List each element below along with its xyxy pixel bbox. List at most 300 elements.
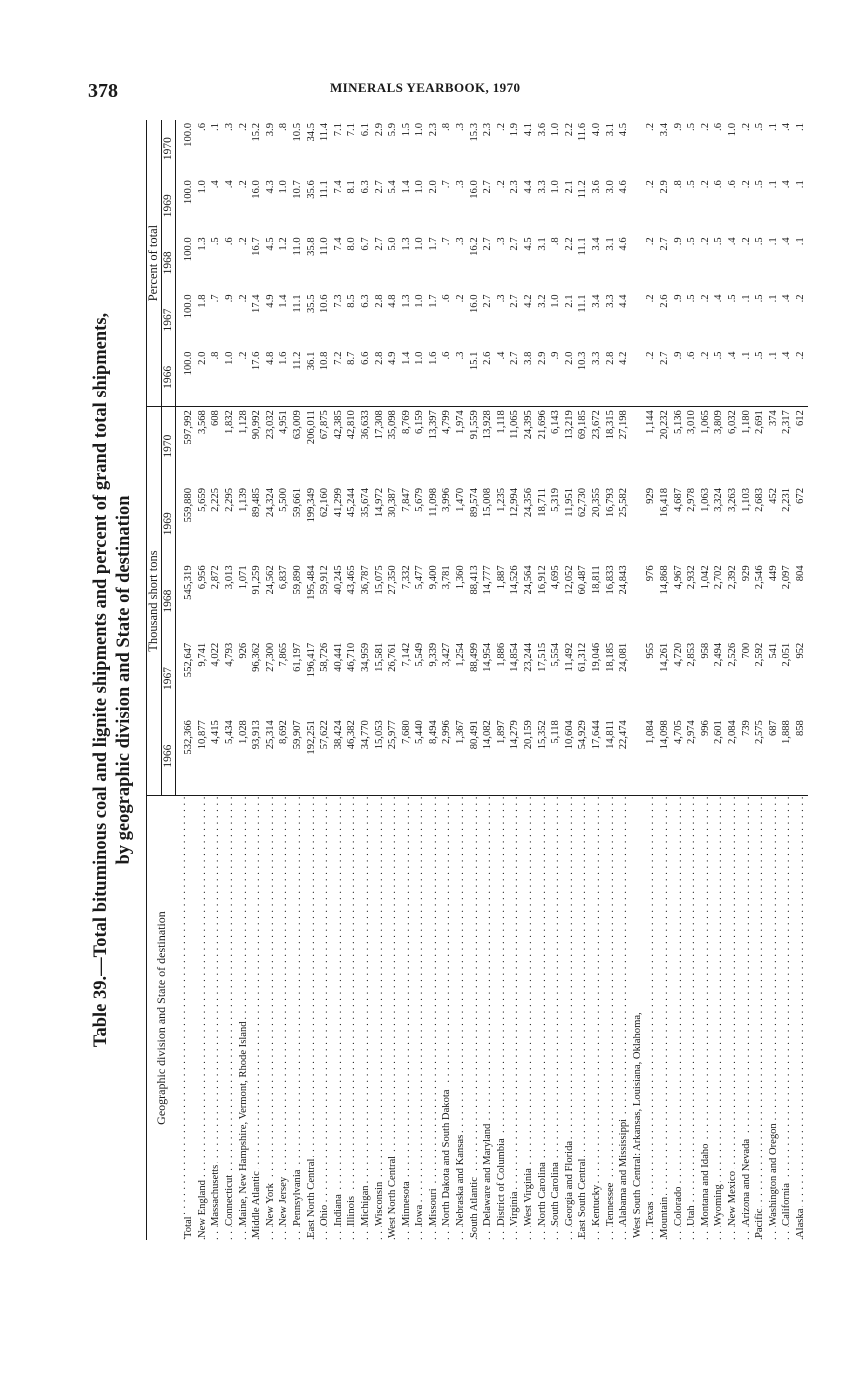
percent-cell: .6 <box>726 180 738 189</box>
row-label: East South Central <box>577 1158 589 1238</box>
tons-cell: 9,741 <box>196 642 208 667</box>
percent-cell: 1.0 <box>223 351 235 365</box>
row-label-cell <box>740 796 754 1241</box>
percent-cell: 2.6 <box>482 351 494 365</box>
percent-cell: 36.1 <box>305 351 317 371</box>
percent-cell: .6 <box>441 351 453 360</box>
tons-cell: 45,244 <box>346 487 358 518</box>
percent-cell: 100.0 <box>183 351 195 376</box>
table-row <box>196 120 210 1240</box>
tons-cell: 1,144 <box>644 407 658 485</box>
tons-cell: 96,362 <box>251 642 263 672</box>
percent-cell: 1.6 <box>278 351 290 365</box>
percent-cell: 2.7 <box>509 351 521 365</box>
tons-cell: 1,470 <box>455 487 467 512</box>
tons-cell: 13,397 <box>427 407 441 485</box>
percent-cell: 2.7 <box>373 180 385 194</box>
year-header-tons: 1970 <box>161 407 176 485</box>
percent-cell: 2.2 <box>563 237 575 251</box>
percent-cell: 1.6 <box>427 351 439 365</box>
table-title <box>90 120 136 1240</box>
tons-cell: 6,032 <box>726 407 740 485</box>
percent-cell: 2.3 <box>482 123 494 137</box>
percent-cell: .8 <box>672 180 684 189</box>
percent-cell: 4.2 <box>523 294 535 308</box>
tons-cell: 61,197 <box>291 642 303 672</box>
table-title-line-1: Table 39.—Total bituminous coal and lignite shipments and percent of grand total shipments, <box>91 312 111 1048</box>
tons-cell: 976 <box>645 565 657 582</box>
tons-cell: 27,300 <box>264 642 276 672</box>
tons-cell: 59,890 <box>291 565 303 595</box>
tons-cell: 2,932 <box>686 565 698 590</box>
percent-cell: 16.0 <box>468 180 480 199</box>
tons-cell: 5,434 <box>223 720 235 744</box>
percent-cell: 4.6 <box>618 237 630 251</box>
percent-cell: .9 <box>672 351 684 360</box>
tons-cell: 11,098 <box>427 487 439 517</box>
tons-cell: 1,071 <box>237 565 249 590</box>
percent-cell: .3 <box>495 237 507 246</box>
tons-cell: 4,687 <box>672 487 684 512</box>
percent-cell: 2.3 <box>427 123 439 137</box>
tons-cell: 1,254 <box>455 642 467 667</box>
table-row <box>726 120 740 1240</box>
percent-cell: .9 <box>672 294 684 303</box>
tons-cell: 20,355 <box>591 487 602 518</box>
percent-cell: .3 <box>455 180 467 189</box>
percent-cell: 6.3 <box>359 180 371 194</box>
tons-cell: 30,387 <box>387 487 399 518</box>
percent-cell: .2 <box>794 294 806 303</box>
percent-cell: .2 <box>699 351 711 360</box>
tons-cell: 16,833 <box>604 565 616 595</box>
tons-cell: 16,793 <box>604 487 616 518</box>
percent-cell: 2.2 <box>563 123 575 137</box>
percent-cell: 10.8 <box>319 351 331 371</box>
percent-cell: .1 <box>767 180 779 189</box>
tons-cell: 57,622 <box>319 720 331 750</box>
percent-cell: .8 <box>278 123 290 131</box>
row-label-cell <box>454 796 468 1241</box>
tons-cell: 67,875 <box>318 407 332 485</box>
percent-cell: 3.2 <box>536 294 548 308</box>
row-label-cell <box>277 796 291 1241</box>
percent-cell: 11.1 <box>319 180 331 199</box>
tons-cell: 11,492 <box>563 642 575 672</box>
percent-cell: .5 <box>686 294 698 303</box>
percent-cell: .4 <box>781 294 793 303</box>
row-label-cell <box>264 796 278 1241</box>
tons-cell: 3,013 <box>223 565 235 590</box>
percent-cell: 3.3 <box>591 351 602 365</box>
tons-cell: 18,811 <box>591 565 602 595</box>
row-label: Tennessee <box>604 1182 616 1226</box>
table-row <box>508 120 522 1240</box>
row-label: North Carolina <box>536 1162 548 1226</box>
tons-cell: 4,951 <box>277 407 291 485</box>
percent-cell: 6.6 <box>359 351 371 365</box>
percent-cell: .4 <box>210 180 222 189</box>
tons-cell: 27,350 <box>387 565 399 595</box>
tons-cell: 3,996 <box>441 487 453 512</box>
table-row <box>576 120 590 1240</box>
percent-cell: .2 <box>645 237 657 246</box>
tons-cell: 26,761 <box>387 642 399 672</box>
percent-cell: 2.6 <box>658 294 670 308</box>
tons-cell: 1,887 <box>495 565 507 590</box>
percent-cell: 2.7 <box>509 237 521 251</box>
tons-cell: 9,400 <box>427 565 439 590</box>
tons-cell: 59,907 <box>291 720 303 750</box>
tons-cell: 739 <box>740 720 752 737</box>
percent-cell: 5.0 <box>387 237 399 251</box>
tons-cell: 5,554 <box>550 642 562 667</box>
percent-cell: 3.3 <box>604 294 616 308</box>
row-label-cell <box>644 796 658 1241</box>
tons-cell: 46,710 <box>346 642 358 672</box>
tons-cell: 14,261 <box>658 642 670 672</box>
tons-cell: 5,118 <box>550 720 562 744</box>
tons-cell: 14,082 <box>482 720 494 750</box>
row-label-cell <box>549 796 563 1241</box>
row-label-cell <box>345 796 359 1241</box>
percent-cell: .3 <box>455 123 467 131</box>
tons-cell: 14,811 <box>604 720 616 749</box>
tons-cell: 24,324 <box>264 487 276 518</box>
percent-cell: 2.0 <box>563 351 575 365</box>
percent-cell: 4.5 <box>523 237 535 251</box>
percent-cell: 1.0 <box>414 180 426 194</box>
tons-cell: 59,912 <box>319 565 331 595</box>
percent-cell: .5 <box>754 180 766 189</box>
tons-cell: 4,022 <box>210 642 222 667</box>
percent-cell: 1.9 <box>509 123 521 137</box>
row-label-cell <box>753 796 767 1241</box>
percent-cell: .2 <box>237 180 249 189</box>
tons-cell: 23,032 <box>264 407 278 485</box>
percent-cell: 11.6 <box>577 123 589 142</box>
row-label-cell <box>576 796 590 1241</box>
tons-cell: 6,143 <box>549 407 563 485</box>
table-row <box>481 120 495 1240</box>
tons-cell: 926 <box>237 642 249 659</box>
percent-cell: .6 <box>196 123 208 131</box>
tons-cell: 15,008 <box>482 487 494 518</box>
table-row <box>468 120 482 1240</box>
row-label: Utah <box>686 1205 698 1226</box>
percent-cell: 3.4 <box>658 123 670 137</box>
percent-cell: 15.2 <box>251 123 263 142</box>
tons-cell: 8,494 <box>427 720 439 744</box>
tons-cell: 545,319 <box>183 565 195 600</box>
tons-cell: 552,647 <box>183 642 195 678</box>
percent-cell: 1.3 <box>400 294 412 308</box>
tons-cell: 2,978 <box>686 487 698 512</box>
percent-cell: .5 <box>713 237 725 246</box>
percent-cell: 4.8 <box>387 294 399 308</box>
table-row <box>699 120 713 1240</box>
percent-cell: 8.7 <box>346 351 358 365</box>
row-label: New England <box>196 1180 208 1238</box>
percent-cell: 15.3 <box>468 123 480 142</box>
tons-cell: 3,809 <box>712 407 726 485</box>
tons-cell: 15,352 <box>536 720 548 750</box>
percent-cell: 11.1 <box>291 294 303 313</box>
tons-cell: 7,332 <box>400 565 412 590</box>
tons-cell: 4,705 <box>672 720 684 744</box>
tons-cell: 532,366 <box>183 720 195 755</box>
row-label: Michigan <box>359 1185 371 1226</box>
tons-cell: 46,382 <box>346 720 358 750</box>
row-label-cell <box>672 796 686 1241</box>
percent-cell: .9 <box>672 123 684 131</box>
row-label-cell <box>794 796 808 1241</box>
table-row <box>237 120 251 1240</box>
percent-cell: .6 <box>441 294 453 303</box>
tons-cell: 1,118 <box>495 407 509 485</box>
percent-cell: 1.4 <box>400 351 412 365</box>
tons-cell: 90,992 <box>250 407 264 485</box>
tons-cell: 89,574 <box>468 487 480 518</box>
percent-cell: .4 <box>495 351 507 360</box>
percent-cell: 3.8 <box>523 351 535 365</box>
tons-cell: 10,604 <box>563 720 575 750</box>
percent-cell: 4.4 <box>523 180 535 194</box>
percent-cell: 100.0 <box>183 180 195 205</box>
row-label-cell <box>495 796 509 1241</box>
percent-cell: 3.3 <box>536 180 548 194</box>
percent-cell: 10.5 <box>291 123 303 142</box>
percent-cell <box>631 234 645 291</box>
tons-cell: 374 <box>767 407 781 485</box>
percent-cell: 1.0 <box>278 180 290 194</box>
percent-cell: 2.7 <box>658 351 670 365</box>
tons-cell: 42,385 <box>332 407 346 485</box>
tons-cell: 4,415 <box>210 720 222 744</box>
percent-cell: .5 <box>754 294 766 303</box>
tons-cell <box>631 640 645 717</box>
tons-cell: 3,010 <box>685 407 699 485</box>
row-label-cell <box>359 796 373 1241</box>
row-label: Mountain <box>658 1196 670 1238</box>
tons-cell: 4,720 <box>672 642 684 667</box>
tons-cell: 7,847 <box>400 487 412 512</box>
table-row <box>250 120 264 1240</box>
tons-cell: 40,245 <box>332 565 344 595</box>
row-label: Alabama and Mississippi <box>618 1118 630 1226</box>
percent-cell: .2 <box>237 237 249 246</box>
percent-cell: 10.7 <box>291 180 303 199</box>
percent-cell: 100.0 <box>183 123 195 147</box>
row-label: New York <box>264 1183 276 1226</box>
percent-cell: 2.8 <box>604 351 616 365</box>
percent-cell: 3.4 <box>591 237 602 251</box>
percent-cell: .4 <box>781 351 793 360</box>
tons-cell: 2,592 <box>754 642 766 667</box>
tons-cell: 452 <box>767 487 779 504</box>
shipments-table <box>146 120 808 1240</box>
table-row <box>740 120 754 1240</box>
percent-cell: .2 <box>645 351 657 360</box>
percent-cell: 15.1 <box>468 351 480 371</box>
row-label: Missouri <box>427 1188 439 1226</box>
tons-cell: 24,356 <box>523 487 535 518</box>
percent-cell: 1.3 <box>196 237 208 251</box>
tons-cell: 1,886 <box>495 642 507 667</box>
percent-cell: .4 <box>781 180 793 189</box>
tons-cell: 2,392 <box>726 565 738 590</box>
tons-cell: 4,799 <box>440 407 454 485</box>
tons-cell: 88,499 <box>468 642 480 672</box>
percent-cell: 11.4 <box>319 123 331 142</box>
tons-cell: 17,644 <box>591 720 602 750</box>
table-row <box>454 120 468 1240</box>
percent-cell: 16.0 <box>468 294 480 313</box>
row-label-cell <box>508 796 522 1241</box>
row-label-cell <box>209 796 223 1241</box>
tons-cell: 2,702 <box>713 565 725 590</box>
tons-cell: 700 <box>740 642 752 659</box>
row-label: Virginia <box>509 1191 521 1226</box>
percent-cell <box>631 291 645 348</box>
tons-cell: 612 <box>794 407 808 485</box>
table-row <box>767 120 781 1240</box>
row-label: Arizona and Nevada <box>740 1138 752 1226</box>
tons-cell: 5,549 <box>414 642 426 667</box>
tons-cell: 14,868 <box>658 565 670 595</box>
tons-cell: 24,081 <box>618 642 630 672</box>
row-label-cell <box>413 796 427 1241</box>
tons-cell: 1,128 <box>237 407 251 485</box>
row-label-cell <box>440 796 454 1241</box>
row-label-cell <box>481 796 495 1241</box>
tons-cell: 23,672 <box>590 407 604 485</box>
percent-cell: 17.6 <box>251 351 263 371</box>
tons-cell: 34,959 <box>359 642 371 672</box>
tons-cell: 4,793 <box>223 642 235 667</box>
tons-cell: 18,711 <box>536 487 548 517</box>
row-label: Connecticut <box>223 1174 235 1226</box>
year-header-percent: 1970 <box>161 120 176 177</box>
percent-cell: .2 <box>237 123 249 131</box>
percent-cell: 8.1 <box>346 180 358 194</box>
row-label: Total <box>182 1216 194 1238</box>
tons-cell: 7,680 <box>400 720 412 744</box>
tons-cell: 25,582 <box>618 487 630 518</box>
tons-cell: 22,474 <box>618 720 630 750</box>
tons-cell: 2,225 <box>210 487 222 512</box>
row-label: Georgia and Florida <box>563 1140 575 1226</box>
row-label: East North Central <box>305 1158 317 1238</box>
tons-cell: 804 <box>794 565 806 582</box>
tons-cell: 2,683 <box>754 487 766 512</box>
row-label-cell <box>400 796 414 1241</box>
tons-cell: 20,159 <box>523 720 535 750</box>
tons-cell: 59,661 <box>291 487 303 518</box>
table-row <box>318 120 332 1240</box>
tons-cell: 206,011 <box>305 407 319 485</box>
year-header-percent: 1969 <box>161 177 176 234</box>
percent-cell: .2 <box>740 237 752 246</box>
year-header-tons: 1967 <box>161 640 176 717</box>
percent-cell: 7.1 <box>346 123 358 137</box>
percent-cell: 5.9 <box>387 123 399 137</box>
percent-cell: 2.7 <box>373 237 385 251</box>
year-header-tons: 1969 <box>161 485 176 562</box>
percent-cell: .4 <box>781 237 793 246</box>
tons-cell: 27,198 <box>617 407 631 485</box>
tons-cell: 61,312 <box>577 642 589 672</box>
tons-cell: 17,515 <box>536 642 548 672</box>
table-row <box>617 120 631 1240</box>
table-row <box>495 120 509 1240</box>
percent-cell: .8 <box>210 351 222 360</box>
tons-cell: 19,046 <box>591 642 602 672</box>
table-row <box>291 120 305 1240</box>
percent-cell: 3.6 <box>591 180 602 194</box>
tons-cell: 199,349 <box>305 487 317 523</box>
percent-cell: 1.0 <box>550 123 562 137</box>
tons-cell: 2,872 <box>210 565 222 590</box>
percent-cell: .5 <box>754 237 766 246</box>
tons-cell: 9,339 <box>427 642 439 667</box>
tons-cell: 41,299 <box>332 487 344 518</box>
table-row <box>563 120 577 1240</box>
row-label-cell <box>563 796 577 1241</box>
row-label-cell <box>712 796 726 1241</box>
table-row <box>373 120 387 1240</box>
tons-cell: 89,485 <box>251 487 263 518</box>
tons-cell: 2,097 <box>781 565 793 590</box>
row-label-cell <box>427 796 441 1241</box>
tons-cell: 2,691 <box>753 407 767 485</box>
percent-cell: .4 <box>781 123 793 131</box>
tons-cell: 35,674 <box>359 487 371 518</box>
table-body <box>176 120 808 1240</box>
percent-cell: .5 <box>713 351 725 360</box>
tons-cell <box>631 717 645 795</box>
percent-cell: .2 <box>495 180 507 189</box>
percent-cell: 6.3 <box>359 294 371 308</box>
tons-cell: 18,185 <box>604 642 616 672</box>
percent-cell: .5 <box>686 123 698 131</box>
tons-cell: 24,562 <box>264 565 276 595</box>
tons-cell: 2,494 <box>713 642 725 667</box>
percent-cell: 1.0 <box>550 294 562 308</box>
table-row <box>604 120 618 1240</box>
table-row <box>264 120 278 1240</box>
percent-cell: 1.0 <box>196 180 208 194</box>
row-label-cell <box>767 796 781 1241</box>
row-label: West Virginia <box>523 1168 535 1226</box>
row-label-cell <box>658 796 672 1241</box>
table-row <box>345 120 359 1240</box>
tons-cell: 1,103 <box>740 487 752 512</box>
row-label: Washington and Oregon <box>767 1123 779 1226</box>
percent-cell: 11.2 <box>577 180 589 199</box>
percent-cell: 3.6 <box>536 123 548 137</box>
row-label: New Jersey <box>278 1176 290 1226</box>
row-label: Massachusetts <box>210 1164 222 1226</box>
percent-cell: 35.6 <box>305 180 317 199</box>
row-label: West North Central <box>387 1155 399 1238</box>
percent-cell: 3.1 <box>536 237 548 251</box>
percent-cell: .6 <box>686 351 698 360</box>
tons-cell: 15,075 <box>373 565 385 595</box>
table-row <box>631 120 645 1240</box>
row-label: Texas <box>645 1201 657 1226</box>
percent-cell: .3 <box>455 237 467 246</box>
